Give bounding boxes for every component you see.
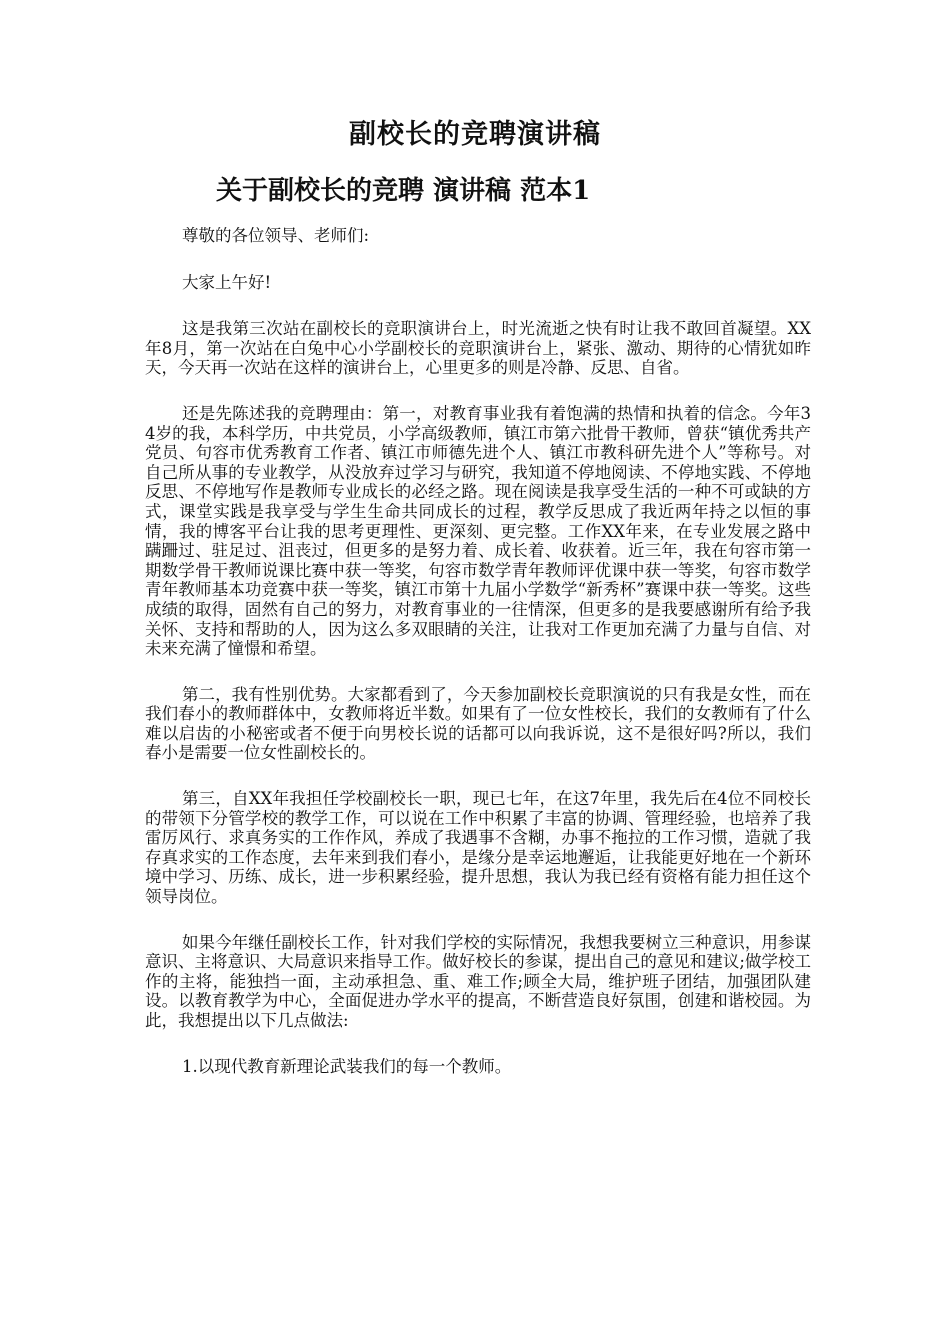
document-body	[145, 226, 811, 1102]
paragraph-plan: 如果今年继任副校长工作，针对我们学校的实际情况，我想我要树立三种意识，用参谋意识、主将意识、大局意识来指导工作。做好校长的参谋，提出自己的意见和建议;做学校工作的主将，能独挡一面，主动承担急、重、难工作;顾全大局，维护班子团结，加强团队建设。以教育教学为中心，全面促进办学水平的提高，不断营造良好氛围，创建和谐校园。为此，我想提出以下几点做法:	[145, 932, 811, 1030]
paragraph-opening: 这是我第三次站在副校长的竞职演讲台上，时光流逝之快有时让我不敢回首凝望。XX年8月，第一次站在白兔中心小学副校长的竞职演讲台上，紧张、激动、期待的心情犹如昨天，今天再一次站在这样的演讲台上，心里更多的则是冷静、反思、自省。	[145, 319, 811, 378]
paragraph-salutation: 尊敬的各位领导、老师们:	[182, 226, 370, 245]
paragraph-item-1: 1.以现代教育新理论武装我们的每一个教师。	[182, 1056, 512, 1076]
document-subtitle: 关于副校长的竞聘 演讲稿 范本1	[216, 176, 591, 206]
paragraph-reason-first: 还是先陈述我的竞聘理由：第一，对教育事业我有着饱满的热情和执着的信念。今年34岁的我，本科学历，中共党员，小学高级教师，镇江市第六批骨干教师，曾获“镇优秀共产党员、句容市优秀教育工作者、镇江市师德先进个人、镇江市教科研先进个人”等称号。对自己所从事的专业教学，从没放弃过学习与研究，我知道不停地阅读、不停地实践、不停地反思、不停地写作是教师专业成长的必经之路。现在阅读是我享受生活的一种不可或缺的方式，课堂实践是我享受与学生生命共同成长的过程，教学反思成了我近两年持之以恒的事情，我的博客平台让我的思考更理性、更深刻、更完整。工作XX年来，在专业发展之路中蹒跚过、驻足过、沮丧过，但更多的是努力着、成长着、收获着。近三年，我在句容市第一期数学骨干教师说课比赛中获一等奖，句容市数学青年教师评优课中获一等奖，句容市数学青年教师基本功竞赛中获一等奖，镇江市第十九届小学数学“新秀杯”赛课中获一等奖。这些成绩的取得，固然有自己的努力，对教育事业的一往情深，但更多的是我要感谢所有给予我关怀、支持和帮助的人，因为这么多双眼睛的关注，让我对工作更加充满了力量与自信、对未来充满了憧憬和希望。	[145, 403, 811, 659]
document-title: 副校长的竞聘演讲稿	[349, 119, 601, 150]
paragraph-greeting: 大家上午好!	[182, 272, 272, 292]
paragraph-reason-third: 第三，自XX年我担任学校副校长一职，现已七年，在这7年里，我先后在4位不同校长的带领下分管学校的教学工作，可以说在工作中积累了丰富的协调、管理经验，也培养了我雷厉风行、求真务实的工作作风，养成了我遇事不含糊，办事不拖拉的工作习惯，造就了我存真求实的工作态度，去年来到我们春小，是缘分是幸运地邂逅，让我能更好地在一个新环境中学习、历练、成长，进一步积累经验，提升思想，我认为我已经有资格有能力担任这个领导岗位。	[145, 789, 811, 907]
paragraph-reason-second: 第二，我有性别优势。大家都看到了，今天参加副校长竞职演说的只有我是女性，而在我们春小的教师群体中，女教师将近半数。如果有了一位女性校长，我们的女教师有了什么难以启齿的小秘密或者不便于向男校长说的话都可以向我诉说，这不是很好吗?所以，我们春小是需要一位女性副校长的。	[145, 684, 811, 763]
